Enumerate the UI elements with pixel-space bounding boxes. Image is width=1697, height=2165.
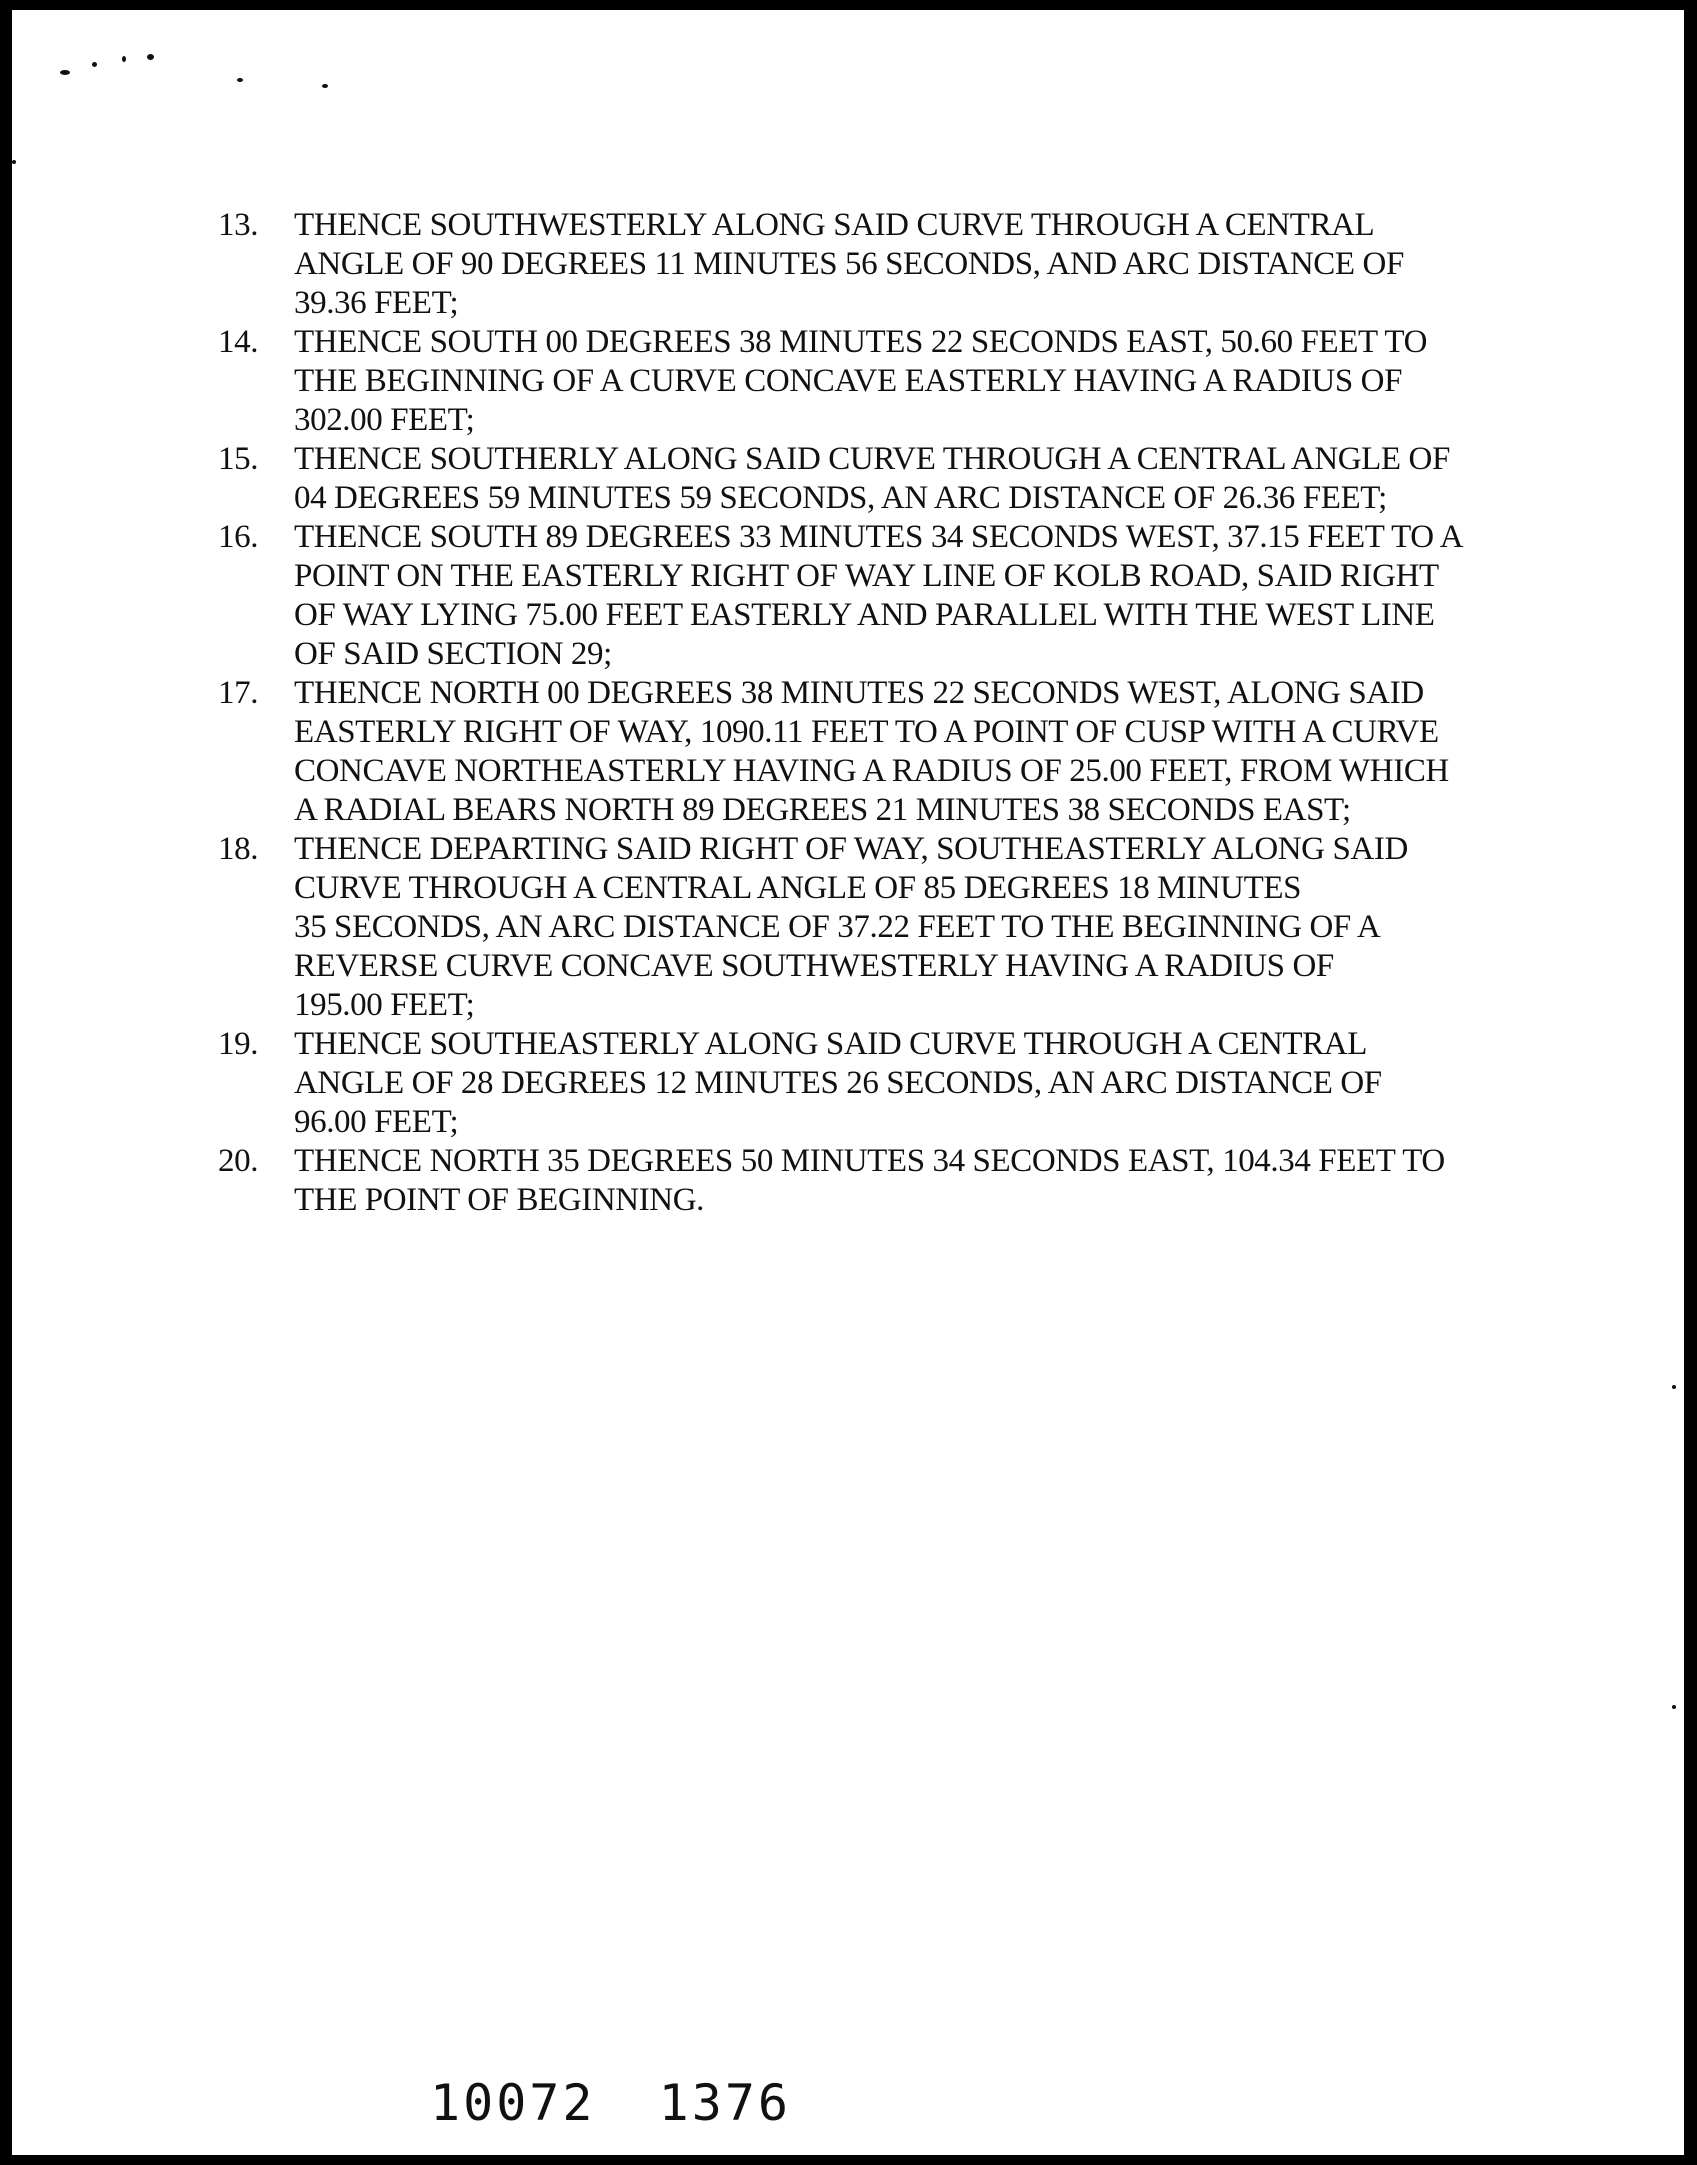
item-text-line: OF WAY LYING 75.00 FEET EASTERLY AND PARALLEL WITH THE WEST LINE: [294, 597, 1435, 633]
item-text: [294, 518, 1548, 674]
item-text: [294, 323, 1548, 440]
item-text-line: THENCE SOUTHEASTERLY ALONG SAID CURVE THROUGH A CENTRAL: [294, 1026, 1367, 1062]
list-item: [218, 206, 1548, 323]
scan-speck: [237, 78, 243, 82]
footer-doc-number: 10072: [430, 2074, 596, 2132]
item-text-line: THE POINT OF BEGINNING.: [294, 1182, 705, 1218]
item-text-line: THENCE NORTH 00 DEGREES 38 MINUTES 22 SECONDS WEST, ALONG SAID: [294, 675, 1424, 711]
item-text-line: 302.00 FEET;: [294, 402, 475, 438]
scan-speck: [1672, 1385, 1676, 1389]
list-item: [218, 440, 1548, 518]
item-text: [294, 1025, 1548, 1142]
item-text-line: REVERSE CURVE CONCAVE SOUTHWESTERLY HAVING A RADIUS OF: [294, 948, 1334, 984]
item-text-line: THENCE SOUTHWESTERLY ALONG SAID CURVE THROUGH A CENTRAL: [294, 207, 1375, 243]
item-text-line: 96.00 FEET;: [294, 1104, 459, 1140]
scan-speck: [92, 62, 97, 67]
item-text-line: THE BEGINNING OF A CURVE CONCAVE EASTERLY HAVING A RADIUS OF: [294, 363, 1403, 399]
item-number: 15.: [218, 441, 259, 477]
item-text-line: 35 SECONDS, AN ARC DISTANCE OF 37.22 FEET TO THE BEGINNING OF A: [294, 909, 1381, 945]
item-text-line: THENCE DEPARTING SAID RIGHT OF WAY, SOUTHEASTERLY ALONG SAID: [294, 831, 1408, 867]
item-number: 18.: [218, 831, 259, 867]
item-text-line: THENCE SOUTHERLY ALONG SAID CURVE THROUGH A CENTRAL ANGLE OF: [294, 441, 1450, 477]
footer-page-number: 1376: [658, 2074, 792, 2132]
scan-speck: [1672, 1705, 1676, 1709]
item-text-line: OF SAID SECTION 29;: [294, 636, 612, 672]
item-text-line: THENCE NORTH 35 DEGREES 50 MINUTES 34 SECONDS EAST, 104.34 FEET TO: [294, 1143, 1445, 1179]
item-text: [294, 674, 1548, 830]
item-text-line: 195.00 FEET;: [294, 987, 475, 1023]
item-text-line: EASTERLY RIGHT OF WAY, 1090.11 FEET TO A POINT OF CUSP WITH A CURVE: [294, 714, 1439, 750]
scan-speck: [122, 56, 126, 62]
item-text: [294, 830, 1548, 1025]
item-text-line: THENCE SOUTH 89 DEGREES 33 MINUTES 34 SECONDS WEST, 37.15 FEET TO A: [294, 519, 1464, 555]
item-text: [294, 1142, 1548, 1220]
item-number: 14.: [218, 324, 259, 360]
footer-page-id: [430, 2074, 791, 2132]
item-text-line: THENCE SOUTH 00 DEGREES 38 MINUTES 22 SECONDS EAST, 50.60 FEET TO: [294, 324, 1428, 360]
item-text-line: A RADIAL BEARS NORTH 89 DEGREES 21 MINUTES 38 SECONDS EAST;: [294, 792, 1351, 828]
list-item: [218, 1025, 1548, 1142]
list-item: [218, 830, 1548, 1025]
scan-speck: [147, 54, 154, 60]
list-item: [218, 674, 1548, 830]
scan-speck: [60, 70, 70, 75]
item-number: 13.: [218, 207, 259, 243]
item-text-line: CONCAVE NORTHEASTERLY HAVING A RADIUS OF 25.00 FEET, FROM WHICH: [294, 753, 1449, 789]
list-item: [218, 518, 1548, 674]
item-text-line: ANGLE OF 90 DEGREES 11 MINUTES 56 SECONDS, AND ARC DISTANCE OF: [294, 246, 1404, 282]
item-number: 20.: [218, 1143, 259, 1179]
item-text-line: POINT ON THE EASTERLY RIGHT OF WAY LINE OF KOLB ROAD, SAID RIGHT: [294, 558, 1439, 594]
item-number: 17.: [218, 675, 259, 711]
item-number: 16.: [218, 519, 259, 555]
item-text-line: CURVE THROUGH A CENTRAL ANGLE OF 85 DEGREES 18 MINUTES: [294, 870, 1302, 906]
item-text: [294, 440, 1548, 518]
scan-speck: [12, 160, 16, 164]
item-text-line: 04 DEGREES 59 MINUTES 59 SECONDS, AN ARC DISTANCE OF 26.36 FEET;: [294, 480, 1387, 516]
item-number: 19.: [218, 1026, 259, 1062]
item-text-line: ANGLE OF 28 DEGREES 12 MINUTES 26 SECONDS, AN ARC DISTANCE OF: [294, 1065, 1382, 1101]
item-text: [294, 206, 1548, 323]
scan-speck: [322, 84, 328, 88]
list-item: [218, 323, 1548, 440]
item-text-line: 39.36 FEET;: [294, 285, 459, 321]
list-item: [218, 1142, 1548, 1220]
legal-description-list: [218, 206, 1548, 1220]
